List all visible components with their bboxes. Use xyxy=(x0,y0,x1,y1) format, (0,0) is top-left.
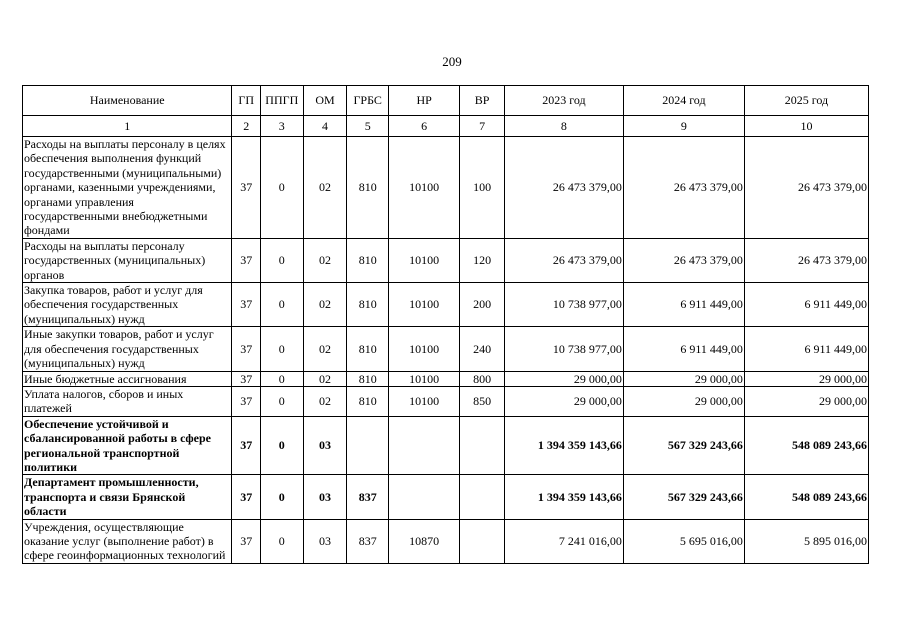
row-name: Иные бюджетные ассигнования xyxy=(23,371,232,386)
row-name: Иные закупки товаров, работ и услуг для обеспечения государственных (муниципальных) нужд xyxy=(23,327,232,371)
row-name: Расходы на выплаты персоналу в целях обеспечения выполнения функций государственными (муниципальными) органами, казенными учреждениями, органами управления государственными внебюджетными фондами xyxy=(23,137,232,239)
amount-2024: 6 911 449,00 xyxy=(623,327,744,371)
amount-2023: 10 738 977,00 xyxy=(504,327,623,371)
nr-cell: 10870 xyxy=(389,519,460,563)
om-cell: 02 xyxy=(303,386,347,416)
ppgp-cell: 0 xyxy=(260,386,303,416)
column-header: ППГП xyxy=(260,86,303,116)
grbs-cell xyxy=(347,416,389,475)
row-name: Расходы на выплаты персоналу государственных (муниципальных) органов xyxy=(23,238,232,282)
ppgp-cell: 0 xyxy=(260,327,303,371)
gp-cell: 37 xyxy=(232,416,260,475)
grbs-cell: 810 xyxy=(347,386,389,416)
grbs-cell: 810 xyxy=(347,238,389,282)
ppgp-cell: 0 xyxy=(260,283,303,327)
om-cell: 03 xyxy=(303,519,347,563)
amount-2024: 567 329 243,66 xyxy=(623,416,744,475)
amount-2024: 26 473 379,00 xyxy=(623,137,744,239)
vr-cell: 800 xyxy=(460,371,505,386)
nr-cell: 10100 xyxy=(389,327,460,371)
vr-cell xyxy=(460,416,505,475)
amount-2023: 10 738 977,00 xyxy=(504,283,623,327)
grbs-cell: 810 xyxy=(347,283,389,327)
column-header: НР xyxy=(389,86,460,116)
amount-2025: 548 089 243,66 xyxy=(744,475,868,519)
column-number: 10 xyxy=(744,116,868,137)
column-number: 5 xyxy=(347,116,389,137)
table-row xyxy=(23,519,869,563)
ppgp-cell: 0 xyxy=(260,519,303,563)
column-header: 2024 год xyxy=(623,86,744,116)
ppgp-cell: 0 xyxy=(260,416,303,475)
nr-cell: 10100 xyxy=(389,238,460,282)
amount-2023: 29 000,00 xyxy=(504,371,623,386)
gp-cell: 37 xyxy=(232,519,260,563)
row-name: Уплата налогов, сборов и иных платежей xyxy=(23,386,232,416)
table-row xyxy=(23,327,869,371)
amount-2024: 567 329 243,66 xyxy=(623,475,744,519)
nr-cell: 10100 xyxy=(389,283,460,327)
gp-cell: 37 xyxy=(232,238,260,282)
amount-2025: 29 000,00 xyxy=(744,371,868,386)
column-number-row xyxy=(23,116,869,137)
vr-cell: 200 xyxy=(460,283,505,327)
amount-2025: 6 911 449,00 xyxy=(744,283,868,327)
column-header: ГРБС xyxy=(347,86,389,116)
grbs-cell: 837 xyxy=(347,519,389,563)
vr-cell: 240 xyxy=(460,327,505,371)
budget-table xyxy=(22,85,869,564)
amount-2023: 1 394 359 143,66 xyxy=(504,416,623,475)
page-number: 209 xyxy=(442,54,462,69)
column-number: 3 xyxy=(260,116,303,137)
row-name: Закупка товаров, работ и услуг для обеспечения государственных (муниципальных) нужд xyxy=(23,283,232,327)
amount-2024: 29 000,00 xyxy=(623,371,744,386)
amount-2025: 5 895 016,00 xyxy=(744,519,868,563)
amount-2025: 26 473 379,00 xyxy=(744,238,868,282)
nr-cell xyxy=(389,475,460,519)
column-header: Наименование xyxy=(23,86,232,116)
amount-2023: 26 473 379,00 xyxy=(504,238,623,282)
amount-2024: 6 911 449,00 xyxy=(623,283,744,327)
amount-2024: 26 473 379,00 xyxy=(623,238,744,282)
grbs-cell: 810 xyxy=(347,327,389,371)
grbs-cell: 810 xyxy=(347,137,389,239)
amount-2023: 7 241 016,00 xyxy=(504,519,623,563)
ppgp-cell: 0 xyxy=(260,238,303,282)
column-header: ВР xyxy=(460,86,505,116)
gp-cell: 37 xyxy=(232,386,260,416)
column-header: 2025 год xyxy=(744,86,868,116)
vr-cell xyxy=(460,519,505,563)
gp-cell: 37 xyxy=(232,137,260,239)
om-cell: 03 xyxy=(303,475,347,519)
table-row xyxy=(23,238,869,282)
gp-cell: 37 xyxy=(232,327,260,371)
table-row xyxy=(23,283,869,327)
table-row xyxy=(23,475,869,519)
column-number: 4 xyxy=(303,116,347,137)
grbs-cell: 810 xyxy=(347,371,389,386)
table-row xyxy=(23,137,869,239)
nr-cell xyxy=(389,416,460,475)
table-row xyxy=(23,386,869,416)
row-name: Учреждения, осуществляющие оказание услуг (выполнение работ) в сфере геоинформационных технологий xyxy=(23,519,232,563)
amount-2024: 29 000,00 xyxy=(623,386,744,416)
amount-2023: 29 000,00 xyxy=(504,386,623,416)
column-header: 2023 год xyxy=(504,86,623,116)
vr-cell: 120 xyxy=(460,238,505,282)
column-number: 2 xyxy=(232,116,260,137)
vr-cell: 100 xyxy=(460,137,505,239)
column-header: ГП xyxy=(232,86,260,116)
row-name: Обеспечение устойчивой и сбалансированной работы в сфере региональной транспортной политики xyxy=(23,416,232,475)
amount-2024: 5 695 016,00 xyxy=(623,519,744,563)
table-row xyxy=(23,416,869,475)
amount-2025: 548 089 243,66 xyxy=(744,416,868,475)
column-number: 8 xyxy=(504,116,623,137)
om-cell: 02 xyxy=(303,283,347,327)
column-number: 1 xyxy=(23,116,232,137)
amount-2025: 26 473 379,00 xyxy=(744,137,868,239)
amount-2023: 26 473 379,00 xyxy=(504,137,623,239)
ppgp-cell: 0 xyxy=(260,475,303,519)
table-header-row xyxy=(23,86,869,116)
column-header: ОМ xyxy=(303,86,347,116)
row-name: Департамент промышленности, транспорта и связи Брянской области xyxy=(23,475,232,519)
amount-2025: 29 000,00 xyxy=(744,386,868,416)
om-cell: 02 xyxy=(303,137,347,239)
vr-cell: 850 xyxy=(460,386,505,416)
column-number: 9 xyxy=(623,116,744,137)
column-number: 7 xyxy=(460,116,505,137)
ppgp-cell: 0 xyxy=(260,371,303,386)
om-cell: 02 xyxy=(303,327,347,371)
om-cell: 03 xyxy=(303,416,347,475)
gp-cell: 37 xyxy=(232,283,260,327)
nr-cell: 10100 xyxy=(389,137,460,239)
gp-cell: 37 xyxy=(232,475,260,519)
column-number: 6 xyxy=(389,116,460,137)
nr-cell: 10100 xyxy=(389,386,460,416)
om-cell: 02 xyxy=(303,371,347,386)
vr-cell xyxy=(460,475,505,519)
om-cell: 02 xyxy=(303,238,347,282)
ppgp-cell: 0 xyxy=(260,137,303,239)
grbs-cell: 837 xyxy=(347,475,389,519)
table-row xyxy=(23,371,869,386)
nr-cell: 10100 xyxy=(389,371,460,386)
amount-2025: 6 911 449,00 xyxy=(744,327,868,371)
amount-2023: 1 394 359 143,66 xyxy=(504,475,623,519)
gp-cell: 37 xyxy=(232,371,260,386)
